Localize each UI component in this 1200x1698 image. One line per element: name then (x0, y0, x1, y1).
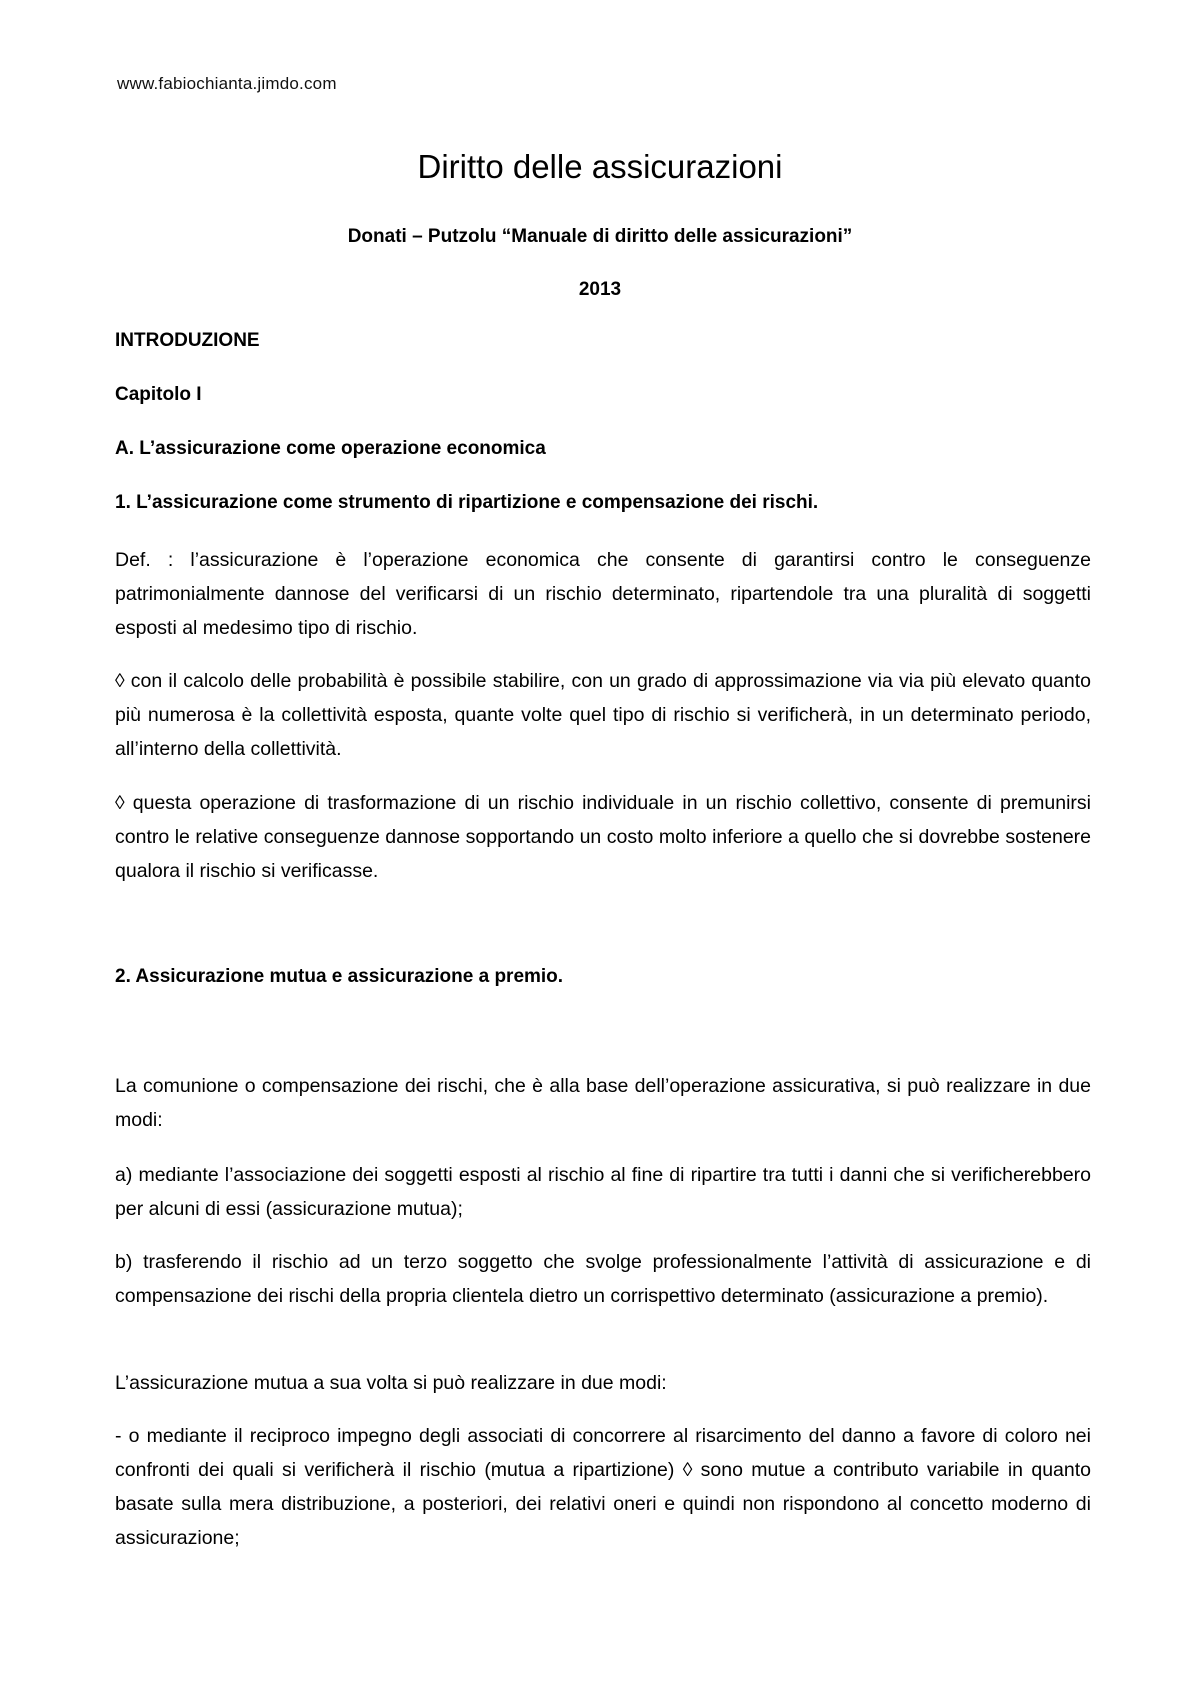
paragraph-mutual-intro: L’assicurazione mutua a sua volta si può realizzare in due modi: (115, 1372, 667, 1394)
paragraph-probability: ◊ con il calcolo delle probabilità è possibile stabilire, con un grado di approssimazione via via più elevato quanto più numerosa è la collettività esposta, quante volte quel tipo di rischio si verificherà, in un determinato periodo, all’interno della collettività. (115, 670, 1091, 760)
heading-introduction: INTRODUZIONE (115, 330, 260, 351)
paragraph-transformation: ◊ questa operazione di trasformazione di un rischio individuale in un rischio collettivo, consente di premunirsi contro le relative conseguenze dannose sopportando un costo molto inferiore a quello che si dovrebbe sostenere qualora il rischio si verificasse. (115, 792, 1091, 882)
header-url: www.fabiochianta.jimdo.com (117, 74, 337, 93)
heading-chapter: Capitolo I (115, 384, 202, 405)
document-title: Diritto delle assicurazioni (417, 148, 783, 185)
paragraph-communion: La comunione o compensazione dei rischi, che è alla base dell’operazione assicurativa, si può realizzare in due modi: (115, 1075, 1091, 1131)
paragraph-mutual-first: - o mediante il reciproco impegno degli associati di concorrere al risarcimento del danno a favore di coloro nei confronti dei quali si verificherà il rischio (mutua a ripartizione) ◊ sono mutue a contributo variabile in quanto basate sulla mera distribuzione, a posteriori, dei relativi oneri e quindi non rispondono al concetto moderno di assicurazione; (115, 1425, 1091, 1549)
paragraph-definition: Def. : l’assicurazione è l’operazione economica che consente di garantirsi contro le conseguenze patrimonialmente dannose del verificarsi di un rischio determinato, ripartendole tra una pluralità di soggetti esposti al medesimo tipo di rischio. (115, 549, 1091, 639)
heading-section-2: 2. Assicurazione mutua e assicurazione a premio. (115, 966, 564, 987)
paragraph-option-b: b) trasferendo il rischio ad un terzo soggetto che svolge professionalmente l’attività di assicurazione e di compensazione dei rischi della propria clientela dietro un corrispettivo determinato (assicurazione a premio). (115, 1251, 1091, 1307)
paragraph-option-a: a) mediante l’associazione dei soggetti esposti al rischio al fine di ripartire tra tutti i danni che si verificherebbero per alcuni di essi (assicurazione mutua); (115, 1164, 1091, 1220)
document-year: 2013 (578, 279, 622, 300)
document-subtitle: Donati – Putzolu “Manuale di diritto delle assicurazioni” (347, 226, 853, 247)
heading-section-a: A. L’assicurazione come operazione economica (115, 438, 546, 459)
heading-section-1: 1. L’assicurazione come strumento di ripartizione e compensazione dei rischi. (115, 492, 819, 513)
